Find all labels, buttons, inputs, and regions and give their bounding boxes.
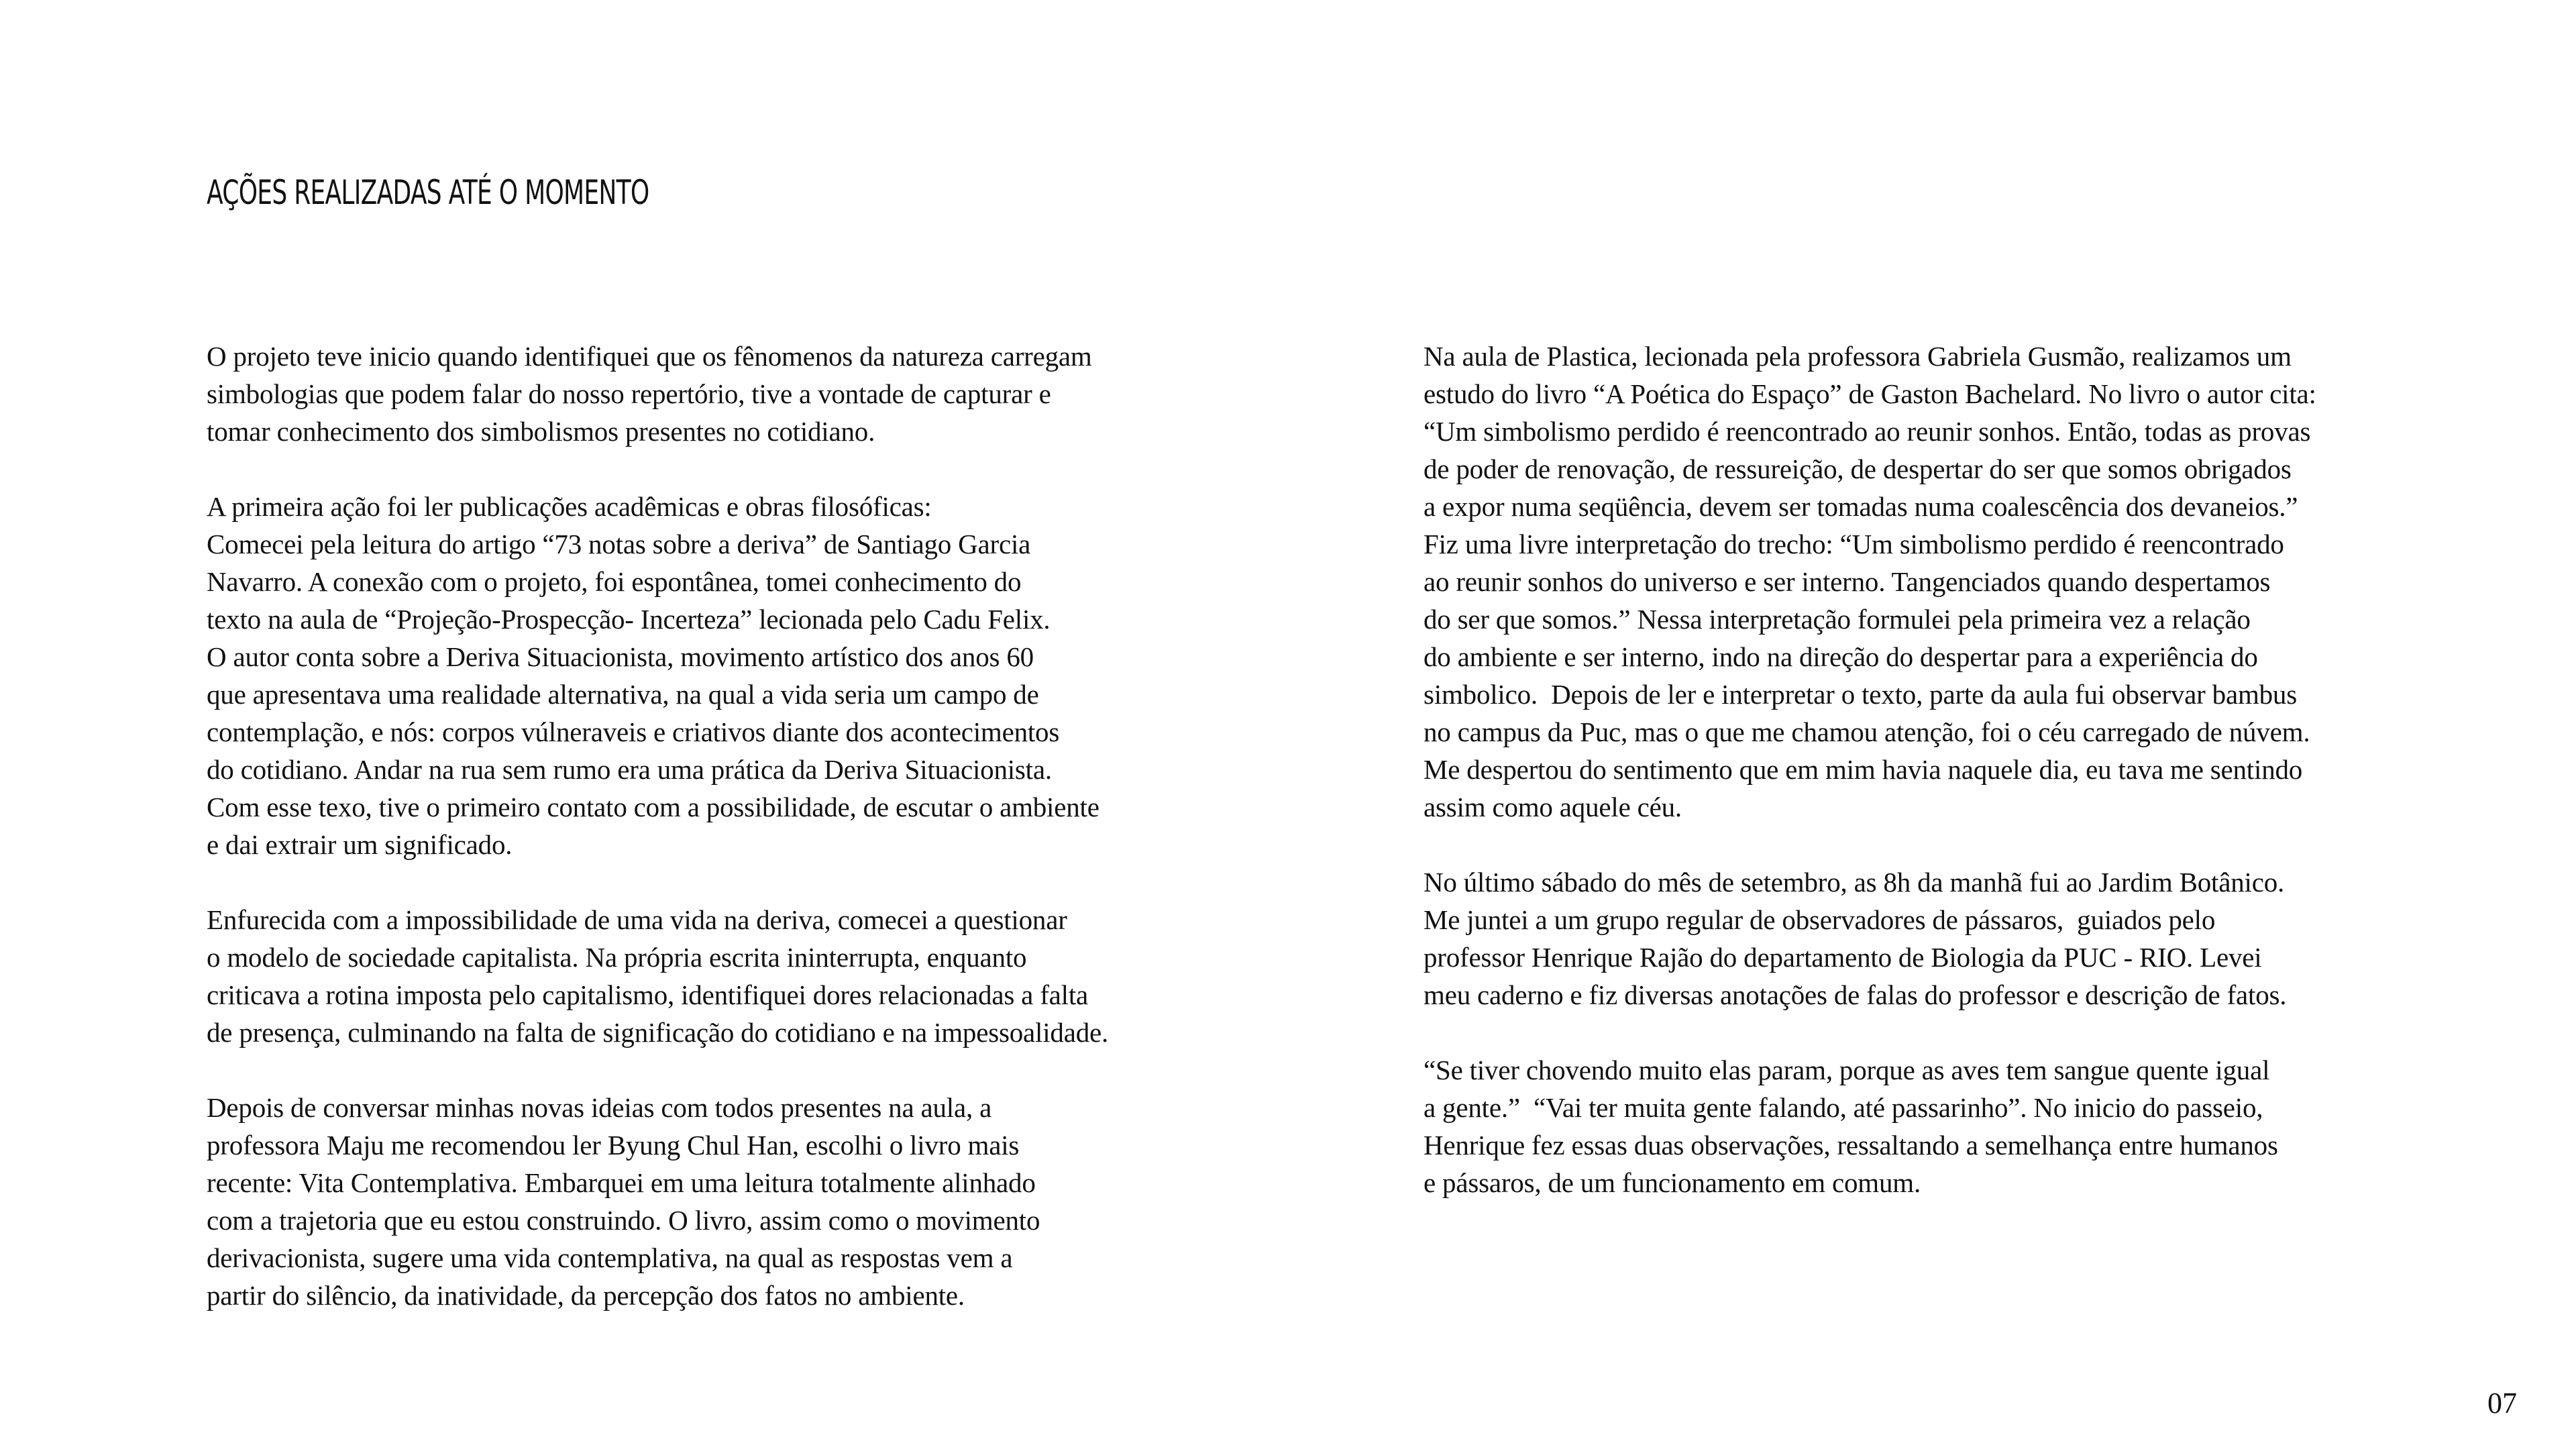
text-line: de presença, culminando na falta de significação do cotidiano e na impessoalidade. xyxy=(207,1017,1109,1048)
text-line: professora Maju me recomendou ler Byung Chul Han, escolhi o livro mais xyxy=(207,1130,1020,1161)
left-text-column xyxy=(207,337,1199,1352)
paragraph-right xyxy=(1424,1051,2483,1201)
text-line: do ambiente e ser interno, indo na direção do despertar para a experiência do xyxy=(1424,641,2258,672)
text-line: tomar conhecimento dos simbolismos presentes no cotidiano. xyxy=(207,416,875,447)
paragraph-right xyxy=(1424,337,2483,826)
text-line: do ser que somos.” Nessa interpretação formulei pela primeira vez a relação xyxy=(1424,604,2251,635)
text-line: assim como aquele céu. xyxy=(1424,792,1682,822)
text-line: no campus da Puc, mas o que me chamou atenção, foi o céu carregado de núvem. xyxy=(1424,716,2310,747)
text-line: O autor conta sobre a Deriva Situacionista, movimento artístico dos anos 60 xyxy=(207,641,1034,672)
text-line: e pássaros, de um funcionamento em comum. xyxy=(1424,1167,1921,1198)
text-line: O projeto teve inicio quando identifiquei que os fênomenos da natureza carregam xyxy=(207,341,1092,372)
text-line: a expor numa seqüência, devem ser tomadas numa coalescência dos devaneios.” xyxy=(1424,491,2298,522)
text-line: Com esse texo, tive o primeiro contato com a possibilidade, de escutar o ambiente xyxy=(207,792,1099,822)
page-number: 07 xyxy=(2487,1387,2517,1419)
text-line: Comecei pela leitura do artigo “73 notas sobre a deriva” de Santiago Garcia xyxy=(207,529,1031,559)
text-line: contemplação, e nós: corpos vúlneraveis e criativos diante dos acontecimentos xyxy=(207,716,1060,747)
text-line: Me despertou do sentimento que em mim havia naquele dia, eu tava me sentindo xyxy=(1424,754,2303,785)
text-line: No último sábado do mês de setembro, as 8h da manhã fui ao Jardim Botânico. xyxy=(1424,867,2285,898)
text-line: simbologias que podem falar do nosso repertório, tive a vontade de capturar e xyxy=(207,378,1051,409)
text-line: simbolico. Depois de ler e interpretar o texto, parte da aula fui observar bambus xyxy=(1424,679,2297,710)
text-line: texto na aula de “Projeção-Prospecção- Incerteza” lecionada pelo Cadu Felix. xyxy=(207,604,1051,635)
text-line: com a trajetoria que eu estou construindo. O livro, assim como o movimento xyxy=(207,1205,1040,1236)
text-line: recente: Vita Contemplativa. Embarquei em uma leitura totalmente alinhado xyxy=(207,1167,1036,1198)
text-line: Navarro. A conexão com o projeto, foi espontânea, tomei conhecimento do xyxy=(207,566,1022,597)
text-line: estudo do livro “A Poética do Espaço” de Gaston Bachelard. No livro o autor cita: xyxy=(1424,378,2316,409)
text-line: Na aula de Plastica, lecionada pela professora Gabriela Gusmão, realizamos um xyxy=(1424,341,2292,372)
text-line: Depois de conversar minhas novas ideias com todos presentes na aula, a xyxy=(207,1092,992,1123)
text-line: meu caderno e fiz diversas anotações de falas do professor e descrição de fatos. xyxy=(1424,979,2287,1010)
paragraph-left xyxy=(207,488,1199,863)
text-line: ao reunir sonhos do universo e ser interno. Tangenciados quando despertamos xyxy=(1424,566,2271,597)
text-line: derivacionista, sugere uma vida contemplativa, na qual as respostas vem a xyxy=(207,1242,1013,1273)
paragraph-right xyxy=(1424,863,2483,1014)
paragraph-left xyxy=(207,1089,1199,1314)
text-line: A primeira ação foi ler publicações acadêmicas e obras filosóficas: xyxy=(207,491,932,522)
paragraph-left xyxy=(207,337,1199,450)
paragraph-left xyxy=(207,901,1199,1051)
text-line: o modelo de sociedade capitalista. Na própria escrita ininterrupta, enquanto xyxy=(207,942,1027,973)
text-line: do cotidiano. Andar na rua sem rumo era uma prática da Deriva Situacionista. xyxy=(207,754,1052,785)
text-line: e dai extrair um significado. xyxy=(207,829,513,860)
text-line: “Se tiver chovendo muito elas param, porque as aves tem sangue quente igual xyxy=(1424,1055,2270,1085)
text-line: a gente.” “Vai ter muita gente falando, até passarinho”. No inicio do passeio, xyxy=(1424,1092,2263,1123)
text-line: criticava a rotina imposta pelo capitalismo, identifiquei dores relacionadas a falta xyxy=(207,979,1089,1010)
text-line: que apresentava uma realidade alternativa, na qual a vida seria um campo de xyxy=(207,679,1039,710)
text-line: Me juntei a um grupo regular de observadores de pássaros, guiados pelo xyxy=(1424,904,2216,935)
text-line: professor Henrique Rajão do departamento de Biologia da PUC - RIO. Levei xyxy=(1424,942,2262,973)
right-text-column xyxy=(1424,337,2483,1239)
page-title: AÇÕES REALIZADAS ATÉ O MOMENTO xyxy=(207,173,649,212)
text-line: partir do silêncio, da inatividade, da percepção dos fatos no ambiente. xyxy=(207,1280,965,1311)
text-line: Enfurecida com a impossibilidade de uma vida na deriva, comecei a questionar xyxy=(207,904,1067,935)
text-line: Henrique fez essas duas observações, ressaltando a semelhança entre humanos xyxy=(1424,1130,2278,1161)
text-line: “Um simbolismo perdido é reencontrado ao reunir sonhos. Então, todas as provas xyxy=(1424,416,2311,447)
text-line: Fiz uma livre interpretação do trecho: “Um simbolismo perdido é reencontrado xyxy=(1424,529,2284,559)
text-line: de poder de renovação, de ressureição, de despertar do ser que somos obrigados xyxy=(1424,453,2292,484)
